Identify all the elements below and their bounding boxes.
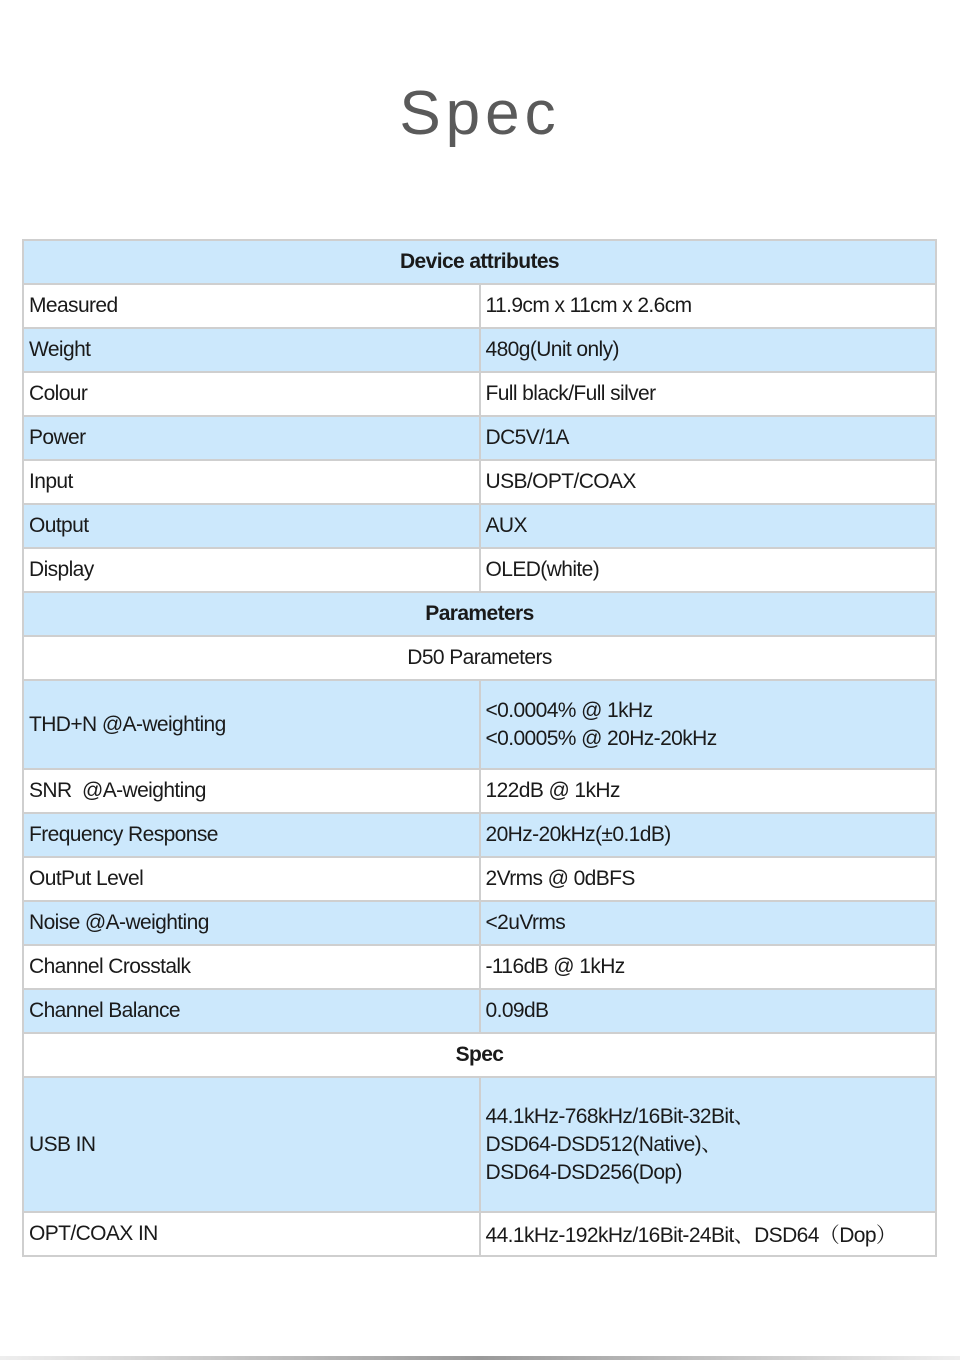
row-value: AUX <box>480 504 937 548</box>
row-label: Channel Balance <box>23 989 480 1033</box>
row-label: Channel Crosstalk <box>23 945 480 989</box>
section-header-row <box>23 1033 936 1077</box>
row-label: Colour <box>23 372 480 416</box>
table-row <box>23 460 936 504</box>
table-row <box>23 416 936 460</box>
table-row <box>23 813 936 857</box>
row-value <box>480 680 937 769</box>
spec-table <box>22 239 937 1257</box>
section-header-row <box>23 240 936 284</box>
row-label: Noise @A-weighting <box>23 901 480 945</box>
row-value: DC5V/1A <box>480 416 937 460</box>
row-value: 20Hz-20kHz(±0.1dB) <box>480 813 937 857</box>
row-label: SNR @A-weighting <box>23 769 480 813</box>
section-header-spec: Spec <box>23 1033 936 1077</box>
row-value: OLED(white) <box>480 548 937 592</box>
table-row <box>23 284 936 328</box>
row-label: OPT/COAX IN <box>23 1212 480 1256</box>
table-row <box>23 945 936 989</box>
row-value: USB/OPT/COAX <box>480 460 937 504</box>
row-value: 122dB @ 1kHz <box>480 769 937 813</box>
value-line: <0.0004% @ 1kHz <box>485 698 653 722</box>
row-value <box>480 1077 937 1212</box>
table-row <box>23 328 936 372</box>
row-label: Display <box>23 548 480 592</box>
value-line: DSD64-DSD512(Native)、 <box>485 1132 722 1156</box>
value-line: <0.0005% @ 20Hz-20kHz <box>485 726 717 750</box>
page-title: Spec <box>399 79 561 148</box>
row-value: 2Vrms @ 0dBFS <box>480 857 937 901</box>
table-row <box>23 901 936 945</box>
value-line: DSD64-DSD256(Dop) <box>485 1160 682 1184</box>
row-label: Measured <box>23 284 480 328</box>
table-row <box>23 1212 936 1256</box>
row-label: Output <box>23 504 480 548</box>
row-label: Frequency Response <box>23 813 480 857</box>
row-value: Full black/Full silver <box>480 372 937 416</box>
row-label: Input <box>23 460 480 504</box>
subsection-header-row <box>23 636 936 680</box>
table-row <box>23 989 936 1033</box>
row-label: Weight <box>23 328 480 372</box>
row-value: 480g(Unit only) <box>480 328 937 372</box>
row-label: OutPut Level <box>23 857 480 901</box>
value-line: 44.1kHz-768kHz/16Bit-32Bit、 <box>485 1104 755 1128</box>
row-value: 0.09dB <box>480 989 937 1033</box>
table-row <box>23 769 936 813</box>
row-label: THD+N @A-weighting <box>23 680 480 769</box>
row-label: Power <box>23 416 480 460</box>
row-value: <2uVrms <box>480 901 937 945</box>
row-value: 11.9cm x 11cm x 2.6cm <box>480 284 937 328</box>
row-label: USB IN <box>23 1077 480 1212</box>
table-row <box>23 857 936 901</box>
section-header-row <box>23 592 936 636</box>
table-row <box>23 504 936 548</box>
section-header-parameters: Parameters <box>23 592 936 636</box>
table-row <box>23 372 936 416</box>
subsection-header-d50-parameters: D50 Parameters <box>23 636 936 680</box>
table-row <box>23 548 936 592</box>
row-value: -116dB @ 1kHz <box>480 945 937 989</box>
bottom-divider <box>0 1356 960 1360</box>
table-row <box>23 1077 936 1212</box>
section-header-device-attributes: Device attributes <box>23 240 936 284</box>
row-value: 44.1kHz-192kHz/16Bit-24Bit、DSD64（Dop） <box>480 1212 937 1256</box>
table-row <box>23 680 936 769</box>
